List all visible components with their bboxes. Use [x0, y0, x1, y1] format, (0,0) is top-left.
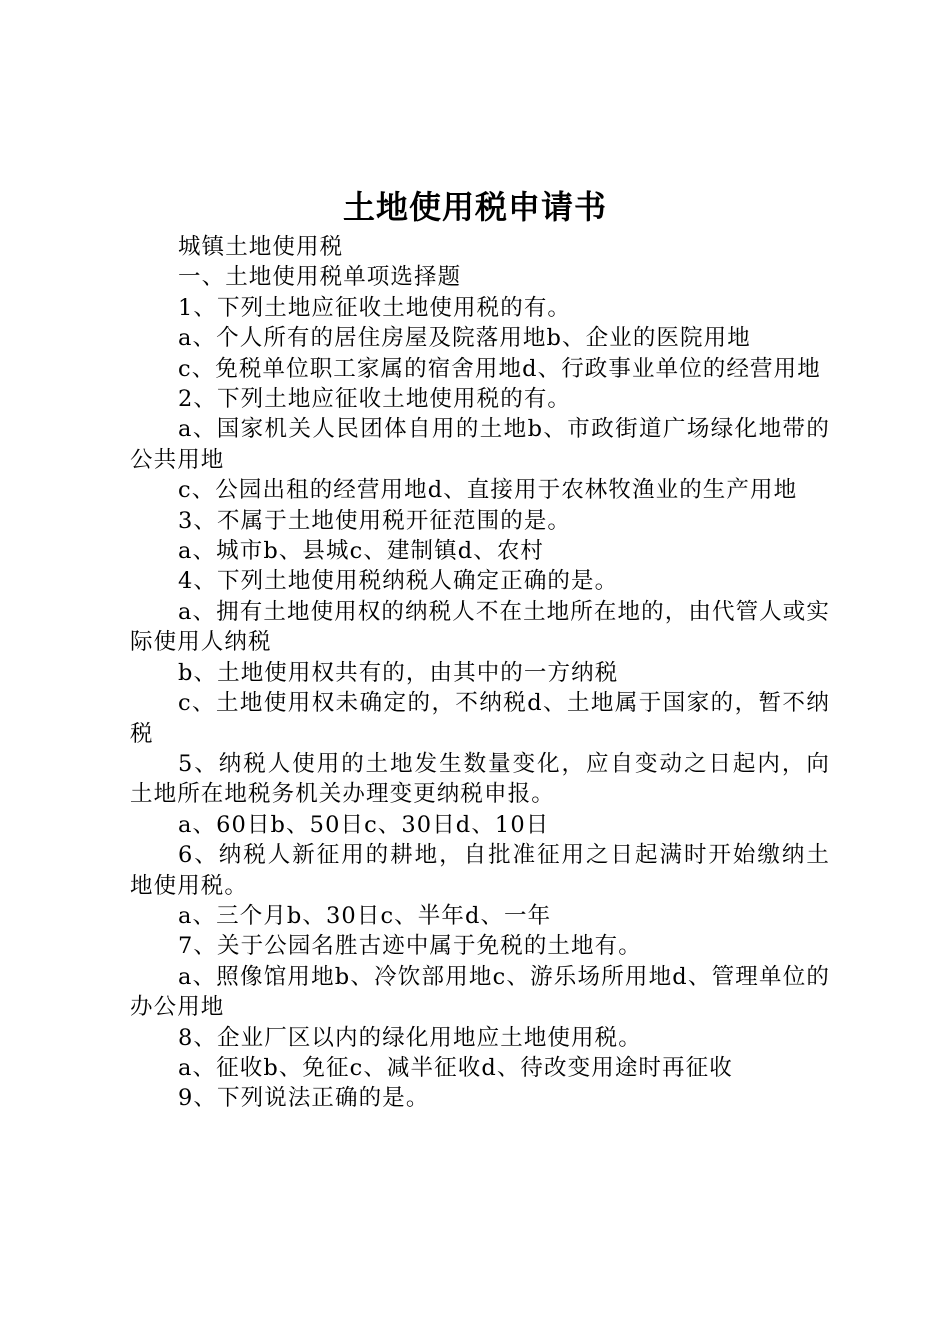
question-5-options: a、60日b、50日c、30日d、10日 — [178, 811, 550, 838]
question-4-option-b: b、土地使用权共有的，由其中的一方纳税 — [178, 659, 619, 686]
question-3-options: a、城市b、县城c、建制镇d、农村 — [178, 538, 545, 565]
question-7-options: a、照像馆用地b、冷饮部用地c、游乐场所用地d、管理单位的办公用地 — [130, 963, 830, 1021]
document-body — [130, 232, 830, 1114]
question-7: 7、关于公园名胜古迹中属于免税的土地有。 — [178, 933, 642, 960]
question-1: 1、下列土地应征收土地使用税的有。 — [178, 294, 572, 321]
question-2-options-ab: a、国家机关人民团体自用的土地b、市政街道广场绿化地带的公共用地 — [130, 416, 830, 473]
section-heading: 一、土地使用税单项选择题 — [178, 264, 462, 291]
question-4-options-cd: c、土地使用权未确定的，不纳税d、土地属于国家的，暂不纳税 — [130, 690, 830, 747]
question-5: 5、纳税人使用的土地发生数量变化，应自变动之日起内，向土地所在地税务机关办理变更纳税申报。 — [130, 750, 830, 808]
document-title: 土地使用税申请书 — [342, 188, 607, 226]
paragraph: 城镇土地使用税 — [178, 234, 344, 260]
question-2-options-cd: c、公园出租的经营用地d、直接用于农林牧渔业的生产用地 — [178, 477, 798, 504]
question-4: 4、下列土地使用税纳税人确定正确的是。 — [178, 568, 619, 595]
question-4-option-a: a、拥有土地使用权的纳税人不在土地所在地的，由代管人或实际使用人纳税 — [130, 598, 830, 656]
question-8: 8、企业厂区以内的绿化用地应土地使用税。 — [178, 1024, 642, 1051]
question-1-options-cd: c、免税单位职工家属的宿舍用地d、行政事业单位的经营用地 — [178, 355, 821, 382]
question-2: 2、下列土地应征收土地使用税的有。 — [178, 386, 572, 413]
question-3: 3、不属于土地使用税开征范围的是。 — [178, 507, 572, 534]
question-6: 6、纳税人新征用的耕地，自批准征用之日起满时开始缴纳土地使用税。 — [130, 842, 830, 899]
question-6-options: a、三个月b、30日c、半年d、一年 — [178, 902, 552, 929]
question-9: 9、下列说法正确的是。 — [178, 1085, 430, 1112]
question-1-options-ab: a、个人所有的居住房屋及院落用地b、企业的医院用地 — [178, 325, 751, 352]
question-8-options: a、征收b、免征c、减半征收d、待改变用途时再征收 — [178, 1054, 733, 1081]
